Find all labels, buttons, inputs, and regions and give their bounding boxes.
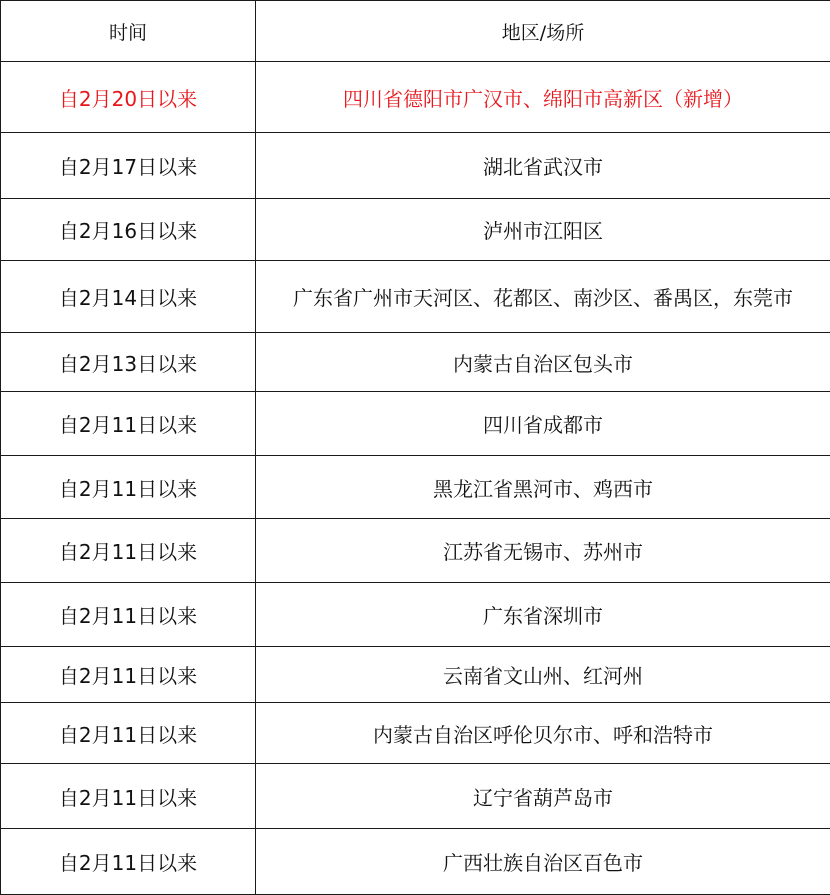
time-cell: 自2月11日以来 [1,703,256,764]
time-cell: 自2月11日以来 [1,519,256,583]
time-cell: 自2月11日以来 [1,829,256,895]
header-row [1,1,830,62]
table-row [1,829,830,895]
table-row [1,261,830,333]
place-cell: 四川省成都市 [256,392,830,456]
place-cell: 泸州市江阳区 [256,199,830,261]
place-cell: 内蒙古自治区呼伦贝尔市、呼和浩特市 [256,703,830,764]
table-body [1,62,830,895]
place-cell: 四川省德阳市广汉市、绵阳市高新区（新增） [256,62,830,133]
table-row [1,199,830,261]
place-cell: 辽宁省葫芦岛市 [256,764,830,829]
place-cell: 广西壮族自治区百色市 [256,829,830,895]
time-cell: 自2月13日以来 [1,333,256,392]
place-cell: 内蒙古自治区包头市 [256,333,830,392]
time-cell: 自2月11日以来 [1,456,256,519]
time-cell: 自2月20日以来 [1,62,256,133]
table-row [1,62,830,133]
table-row [1,333,830,392]
place-cell: 广东省深圳市 [256,583,830,647]
table-row [1,764,830,829]
time-cell: 自2月11日以来 [1,764,256,829]
time-cell: 自2月14日以来 [1,261,256,333]
table-row [1,519,830,583]
table-row [1,647,830,703]
table-row [1,703,830,764]
place-column-header: 地区/场所 [256,1,830,62]
table-row [1,392,830,456]
place-cell: 湖北省武汉市 [256,133,830,199]
time-cell: 自2月11日以来 [1,647,256,703]
time-column-header: 时间 [1,1,256,62]
time-cell: 自2月16日以来 [1,199,256,261]
place-cell: 黑龙江省黑河市、鸡西市 [256,456,830,519]
table-row [1,456,830,519]
table-row [1,583,830,647]
place-cell: 广东省广州市天河区、花都区、南沙区、番禺区，东莞市 [256,261,830,333]
time-cell: 自2月11日以来 [1,583,256,647]
time-cell: 自2月17日以来 [1,133,256,199]
place-cell: 江苏省无锡市、苏州市 [256,519,830,583]
place-cell: 云南省文山州、红河州 [256,647,830,703]
time-cell: 自2月11日以来 [1,392,256,456]
table-row [1,133,830,199]
